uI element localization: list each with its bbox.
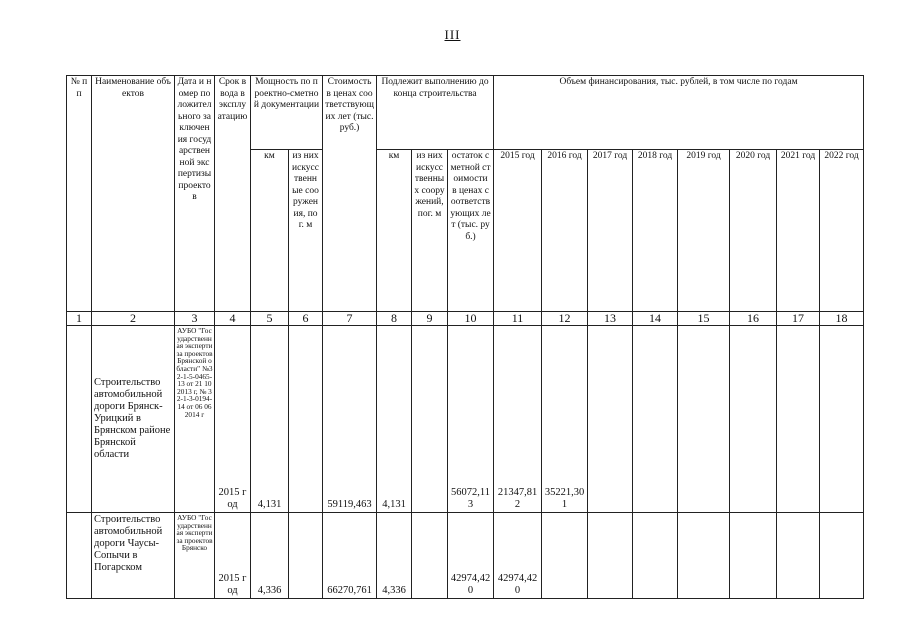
column-number: 3: [175, 312, 215, 326]
capacity-km: 4,131: [251, 326, 289, 513]
financing-2020: [730, 326, 777, 513]
row-number: [67, 513, 92, 599]
header-year-2015: 2015 год: [494, 150, 542, 312]
financing-2021: [777, 326, 820, 513]
header-year-2018: 2018 год: [633, 150, 678, 312]
financing-2019: [678, 326, 730, 513]
capacity-km: 4,336: [251, 513, 289, 599]
column-number: 17: [777, 312, 820, 326]
header-remaining-cost: остаток сметной стоимости в ценах соответствующих лет (тыс. руб.): [448, 150, 494, 312]
commissioning-term: 2015 год: [215, 326, 251, 513]
header-object-name: Наименование объектов: [92, 76, 175, 312]
financing-2021: [777, 513, 820, 599]
header-commissioning-term: Срок ввода в эксплуатацию: [215, 76, 251, 312]
financing-2016: 35221,301: [542, 326, 588, 513]
column-number: 18: [820, 312, 864, 326]
remaining-km: 4,336: [377, 513, 412, 599]
header-financing-group: Объем финансирования, тыс. рублей, в том числе по годам: [494, 76, 864, 150]
column-number: 10: [448, 312, 494, 326]
page-number: III: [444, 27, 461, 42]
header-capacity-km: км: [251, 150, 289, 312]
financing-2022: [820, 326, 864, 513]
header-year-2017: 2017 год: [588, 150, 633, 312]
header-to-complete-group: Подлежит выполнению до конца строительства: [377, 76, 494, 150]
financing-2015: 42974,420: [494, 513, 542, 599]
column-number: 12: [542, 312, 588, 326]
remaining-structures: [412, 326, 448, 513]
column-number: 7: [323, 312, 377, 326]
expertise-details: АУБО "Государственная экспертиза проектов Брянско: [175, 513, 215, 599]
header-year-2019: 2019 год: [678, 150, 730, 312]
financing-2019: [678, 513, 730, 599]
header-year-2021: 2021 год: [777, 150, 820, 312]
financing-2020: [730, 513, 777, 599]
remaining-cost: 56072,113: [448, 326, 494, 513]
capacity-structures: [289, 326, 323, 513]
column-number: 9: [412, 312, 448, 326]
remaining-structures: [412, 513, 448, 599]
column-number: 13: [588, 312, 633, 326]
header-expertise: Дата и номер положительного заключения государственной экспертизы проектов: [175, 76, 215, 312]
column-number: 15: [678, 312, 730, 326]
estimated-cost: 66270,761: [323, 513, 377, 599]
column-number: 11: [494, 312, 542, 326]
financing-2016: [542, 513, 588, 599]
expertise-details: АУБО "Государственная экспертиза проектов Брянской области" №32-1-5-0465-13 от 21 10 2013 г, № 32-1-3-0194-14 от 06 06 2014 г: [175, 326, 215, 513]
header-year-2022: 2022 год: [820, 150, 864, 312]
financing-2017: [588, 513, 633, 599]
table-row: [67, 513, 864, 599]
financing-2022: [820, 513, 864, 599]
financing-2018: [633, 513, 678, 599]
header-remaining-structures: из них искусственных сооружений, пог. м: [412, 150, 448, 312]
header-row-number: № п п: [67, 76, 92, 312]
remaining-cost: 42974,420: [448, 513, 494, 599]
investment-table: [66, 75, 864, 599]
capacity-structures: [289, 513, 323, 599]
header-year-2020: 2020 год: [730, 150, 777, 312]
column-number: 2: [92, 312, 175, 326]
header-capacity-group: Мощность по проектно-сметной документации: [251, 76, 323, 150]
header-remaining-km: км: [377, 150, 412, 312]
header-capacity-structures: из них искусственные сооружения, пог. м: [289, 150, 323, 312]
commissioning-term: 2015 год: [215, 513, 251, 599]
financing-2015: 21347,812: [494, 326, 542, 513]
column-number: 14: [633, 312, 678, 326]
column-number: 5: [251, 312, 289, 326]
row-number: [67, 326, 92, 513]
object-name: Строительство автомобильной дороги Брянск-Урицкий в Брянском районе Брянской области: [92, 326, 175, 513]
financing-2018: [633, 326, 678, 513]
column-number: 4: [215, 312, 251, 326]
header-year-2016: 2016 год: [542, 150, 588, 312]
estimated-cost: 59119,463: [323, 326, 377, 513]
object-name: Строительство автомобильной дороги Чаусы-Сопычи в Погарском: [92, 513, 175, 599]
financing-2017: [588, 326, 633, 513]
column-number: 6: [289, 312, 323, 326]
header-cost: Стоимость в ценах соответствующих лет (тыс. руб.): [323, 76, 377, 312]
column-number: 1: [67, 312, 92, 326]
column-number: 16: [730, 312, 777, 326]
remaining-km: 4,131: [377, 326, 412, 513]
column-number: 8: [377, 312, 412, 326]
table-row: [67, 326, 864, 513]
